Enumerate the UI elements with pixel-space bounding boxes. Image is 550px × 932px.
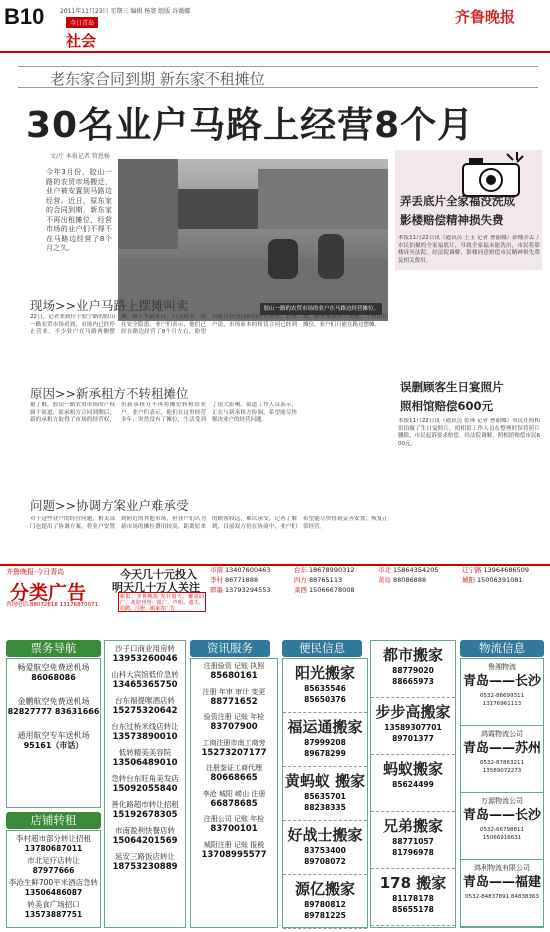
moving-company [283, 767, 367, 821]
ad-entry-name: 工商注册市南工商旁 [202, 738, 266, 747]
logistics-name: 鸿霞物流公司 [481, 730, 523, 738]
ad-entry-name: 延安三路饭店转让 [115, 852, 175, 861]
moving-company-name: 福运通搬家 [287, 718, 363, 736]
col-shop-title: 店铺转租 [6, 812, 101, 829]
ad-entry-number: 13780687011 [24, 843, 83, 853]
district-item [462, 565, 546, 575]
moving-company [371, 869, 455, 926]
move-column [370, 640, 456, 928]
right1-text: 本报11月22日讯（通讯员 王玉 记者 曹丽娜）影楼弄丢了市民拍摄的全家福底片，导致全家福未能洗出，市民将影楼诉至法院。经法院调解，影楼同意赔偿市民精神损失费及相关费用。 [398, 235, 540, 264]
district-name: 市南 [210, 566, 223, 574]
ad-entry-name: 李沧生鲜700平米酒店急转 [8, 878, 99, 887]
logistics-company [461, 860, 543, 927]
col-ticket-title: 票务导航 [6, 640, 101, 657]
moving-company-phone: 85635701 88238335 [304, 792, 346, 812]
moving-company [371, 812, 455, 869]
moving-company-name: 源亿搬家 [294, 880, 355, 898]
ad-entry-name: 注册公司 记账 年检 [203, 815, 265, 823]
byline: 文/片 本报记者 管恩杨 [50, 153, 110, 160]
moving-company-name: 步步高搬家 [375, 703, 451, 721]
ad-entry-name: 注册鉴证工商代理 [206, 764, 262, 772]
district-item [210, 575, 294, 585]
section1-title: 现场>>业户马路上摆摊叫卖 [30, 298, 189, 313]
district-name: 城阳 [462, 576, 475, 584]
moving-company-phone: 85624499 [392, 780, 434, 789]
moving-company [371, 755, 455, 812]
ad-entry-number: 88771652 [210, 696, 258, 707]
ad-entry [7, 663, 100, 683]
ad-entry [7, 856, 100, 875]
ads-hotline: 咨询电话:88072818 13176870071 [6, 602, 99, 608]
section3-text: 对于这些业户的经营问题，相关部门也提出了协调方案，将业户安置到附近的其他市场，但业户们认为新市场的摊位费用较高，距离原来的顾客较远，难以承受。记者了解到，目前双方仍在协商中，业户们希望能尽快得到妥善安置，恢复正常经营。 [30, 516, 388, 530]
ad-entry-number: 13573890010 [112, 731, 178, 742]
moving-company [283, 875, 367, 929]
logistics-route: 青岛——长沙 [462, 808, 541, 823]
right2-subtitle: 照相馆赔偿600元 [400, 399, 494, 413]
lead-title: 老东家合同到期 新东家不租摊位 [50, 70, 265, 88]
col-admin-title: 资讯服务 [190, 640, 270, 657]
logistics-route: 青岛——苏州 [462, 741, 541, 756]
district-name: 台东 [294, 566, 307, 574]
moving-company [283, 713, 367, 767]
district-tel: 86771888 [225, 576, 259, 584]
section-tag: 今日青岛 [66, 17, 98, 28]
district-tel: 15066678008 [309, 586, 355, 594]
moving-company-phone: 87999208 89678299 [304, 738, 346, 758]
section-title: 社会 [66, 32, 97, 50]
ad-entry-number: 80668665 [210, 773, 258, 783]
ad-entry [191, 841, 277, 861]
ad-entry [105, 748, 185, 768]
ad-entry-name: 金鹏航空免费送机场 [17, 697, 90, 706]
ad-entry [7, 697, 100, 717]
ad-entry [191, 713, 277, 733]
ad-entry-number: 95161（市话） [23, 741, 84, 750]
ad-entry-number: 13708995577 [201, 849, 267, 860]
district-item [210, 565, 294, 575]
logistics-route: 青岛——福建 [462, 875, 541, 890]
section2-title: 原因>>新承租方不转租摊位 [30, 386, 189, 401]
ad-entry-number: 85680161 [210, 671, 258, 681]
section3-title: 问题>>协调方案业户难承受 [30, 498, 189, 513]
ad-entry-number: 18753230889 [112, 861, 178, 872]
ad-entry-name: 善化路超市转让招租 [111, 800, 179, 809]
moving-company-phone: 83753400 89708072 [304, 846, 346, 866]
ad-entry-number: 15273207177 [201, 747, 267, 758]
moving-company [283, 821, 367, 875]
district-item [462, 575, 546, 585]
ad-entry-number: 83707900 [210, 722, 258, 732]
photo-caption: 胶山一路的农贸市场的业户在马路边经营摊位。 [260, 303, 382, 315]
ad-entry-number: 82827777 83631666 [7, 707, 100, 716]
intro-text: 今年3月份，胶山一路的农贸市场搬迁，业户被安置到马路边经营。近日，原东家的合同到期，新东家不再出租摊位，经营市场的业户们不得不在马路边经营了8个月之久。 [46, 168, 112, 252]
logistics-phone: 0532-87863211 13589072273 [480, 760, 524, 774]
col-life-title: 便民信息 [282, 640, 362, 657]
ad-entry-name: 注册验资 记账 执照 [203, 662, 265, 670]
ad-entry-number: 87977666 [32, 865, 75, 875]
district-name: 莱西 [294, 586, 307, 594]
district-name: 辽宁路 [462, 566, 482, 574]
page-number: B10 [4, 4, 45, 29]
ad-entry [7, 900, 100, 919]
section1-text: 22日，记者来到位于胶宁路的胶山一路农贸市场看到，市场内已经停止营业，不少业户在马路两侧摆摊，路上车辆来往，行人较多，存在安全隐患。业户们表示，他们已经在路边经营了8个月左右，盼望着能尽快找到新的经营场所。有业户说，市场原本的租赁合同已经到期，新东家收回了场地，不再出租摊位，业户们只能在路边摆摊。 [30, 314, 388, 335]
ads-brand: 齐鲁晚报·今日青岛 [6, 568, 65, 576]
moving-company-phone: 85635546 85650376 [304, 684, 346, 704]
ad-entry [105, 696, 185, 716]
shop-column [6, 830, 101, 928]
ad-entry-number: 13506486087 [24, 887, 83, 897]
moving-company-name: 蚂蚁搬家 [382, 760, 443, 778]
district-name: 即墨 [210, 586, 223, 594]
moving-company [283, 659, 367, 713]
ad-entry-number: 13506489010 [112, 757, 178, 768]
district-tel: 15006391081 [477, 576, 523, 584]
district-item [378, 575, 462, 585]
ad-entry-name: 市南盈利快餐店转 [115, 826, 175, 835]
ad-entry [105, 800, 185, 820]
header-rule [0, 51, 550, 53]
issue-meta: 2011年11月23日 星期三 编辑 杨寰 组版 谷薇娜 [60, 8, 191, 15]
district-tel: 13407600463 [225, 566, 271, 574]
moving-company-name: 好战士搬家 [287, 826, 363, 844]
logistics-name: 鸿利物流有限公司 [474, 864, 530, 872]
ad-entry-name: 市北足疗店转让 [27, 856, 80, 865]
ad-entry [191, 688, 277, 708]
right1-subtitle: 影楼赔偿精神损失费 [400, 213, 504, 227]
ads-category-title: 分类广告 [10, 582, 87, 604]
ad-entry-number: 13465365750 [112, 679, 178, 690]
logistics-route: 青岛——长沙 [462, 674, 541, 689]
right2-text: 本报11月22日讯（通讯员 张瑾 记者 曹丽娜）市民在照相馆拍摄了生日宴照片，照相馆工作人员在整理时误将照片删除，市民起诉要求赔偿。经法院调解，照相馆赔偿市民600元。 [398, 418, 540, 447]
logistics-phone: 0532-84837891 84838363 [465, 894, 539, 900]
ad-entry [105, 722, 185, 742]
ad-entry-number: 15192678305 [112, 809, 178, 820]
ad-entry-number: 66878685 [210, 798, 258, 809]
district-tel: 18678990312 [309, 566, 355, 574]
moving-company-name: 都市搬家 [382, 646, 443, 664]
moving-company-name: 兄弟搬家 [382, 817, 443, 835]
moving-company [371, 641, 455, 698]
ad-entry-name: 通用航空专车送机场 [17, 731, 90, 740]
district-item [210, 585, 294, 595]
ad-entry-name: 李沧 城阳 崂山 注册 [202, 789, 266, 798]
moving-company-name: 阳光搬家 [294, 664, 355, 682]
ad-entry [191, 662, 277, 682]
ad-entry-number: 13573887751 [24, 909, 83, 919]
ad-entry [105, 826, 185, 846]
section2-text: 据了解，胶山一路农贸市场的产权属于街道，原承租方合同到期后，新的承租方取得了市场的经营权，但新承租方不再将摊位转租给业户。业户们表示，他们在这里经营多年，突然没有了摊位，生活受到了很大影响。街道工作人员表示，正在与新承租方协调，希望能尽快解决业户的经营问题。 [30, 402, 297, 423]
ad-entry [105, 774, 185, 794]
ad-entry-name: 台东福提喉酒店转 [115, 696, 175, 705]
ad-entry-name: 畅爱航空免费送机场 [17, 663, 90, 672]
district-item [294, 585, 378, 595]
headline: 30名业户马路上经营8个月 [26, 105, 475, 146]
logistics-column [460, 658, 544, 928]
admin-column [190, 658, 278, 928]
ad-entry-number: 15275320642 [112, 705, 178, 716]
ad-entry-number: 13953260046 [112, 653, 178, 664]
promo-subtitle: 明天几十万人关注 [112, 581, 200, 594]
life-column [282, 658, 368, 928]
ad-entry [7, 878, 100, 897]
ad-entry [7, 731, 100, 751]
ad-entry [105, 644, 185, 664]
ad-entry-name: 转美食广场招口 [27, 900, 80, 909]
ad-entry-name: 李村超市部分转让招租 [16, 834, 91, 843]
logistics-name: 万源物流公司 [481, 797, 523, 805]
ad-entry [105, 852, 185, 872]
ad-entry-name: 台东过桥米线店转让 [111, 722, 179, 731]
moving-company-name: 178 搬家 [379, 874, 447, 892]
ad-entry-name: 注册 年审 审计 变更 [202, 687, 266, 696]
ad-entry-name: 城阳注册 记账 报税 [203, 840, 265, 849]
ad-entry-number: 83700101 [210, 824, 258, 834]
logistics-company [461, 793, 543, 860]
ad-entry-number: 86068086 [31, 673, 76, 682]
moving-company [371, 698, 455, 755]
district-name: 李村 [210, 576, 223, 584]
ad-entry [191, 739, 277, 759]
right1-title: 弄丢底片全家福没洗成 [400, 194, 515, 208]
district-item [378, 565, 462, 575]
moving-company-phone: 88771057 81796978 [392, 837, 434, 857]
ad-entry [191, 815, 277, 835]
ticket-column [6, 658, 101, 808]
paper-logo: 齐鲁晚报 [455, 8, 516, 26]
ad-entry-number: 15064201569 [112, 835, 178, 846]
right2-title: 误删顾客生日宴照片 [400, 380, 504, 394]
promo-detail: 新报、齐鲁晚报 发行量大，覆盖面广，欢迎刊登：报广、声明、遗失、招聘、注册、搬家等广告 [120, 594, 204, 612]
logistics-phone: 0532-66798811 15066916631 [480, 827, 524, 841]
district-tel: 13793294553 [225, 586, 271, 594]
moving-company-phone: 81178178 85655178 [392, 894, 434, 914]
promo-title: 今天几十元投入 [120, 568, 197, 581]
district-item [294, 565, 378, 575]
district-name: 黄岛 [378, 576, 391, 584]
district-tel: 88086888 [393, 576, 427, 584]
moving-company-phone: 88779020 88665973 [392, 666, 434, 686]
misc-column [104, 640, 186, 928]
ad-entry [191, 790, 277, 810]
moving-company-phone: 13589307701 89701377 [384, 723, 442, 743]
ad-entry-name: 急转台东旺角美发店 [111, 774, 179, 783]
district-tel: 15864354205 [393, 566, 439, 574]
ad-entry-name: 验资注册 记账 年检 [203, 713, 265, 721]
ad-entry-number: 15092055840 [112, 783, 178, 794]
district-tel: 13964686509 [483, 566, 529, 574]
ad-entry-name: 沙子口商业用房转 [115, 644, 175, 653]
district-hotlines [210, 565, 546, 617]
ad-entry-name: 山科大宾馆低价急转 [111, 670, 179, 679]
district-tel: 88765113 [309, 576, 343, 584]
moving-company-name: 黄蚂蚁 搬家 [284, 772, 366, 790]
logistics-company [461, 659, 543, 726]
ad-entry [191, 764, 277, 784]
logistics-phone: 0532-86699311 13176961113 [480, 693, 524, 707]
district-name: 市北 [378, 566, 391, 574]
ad-entry-name: 低转精美美容院 [118, 748, 172, 757]
logistics-company [461, 726, 543, 793]
district-item [294, 575, 378, 585]
col-logistics-title: 物流信息 [460, 640, 544, 657]
moving-company-phone: 89780812 89781225 [304, 900, 346, 920]
logistics-name: 鲁湘物流 [488, 663, 516, 671]
ad-entry [7, 834, 100, 853]
ad-entry [105, 670, 185, 690]
district-name: 四方 [294, 576, 307, 584]
